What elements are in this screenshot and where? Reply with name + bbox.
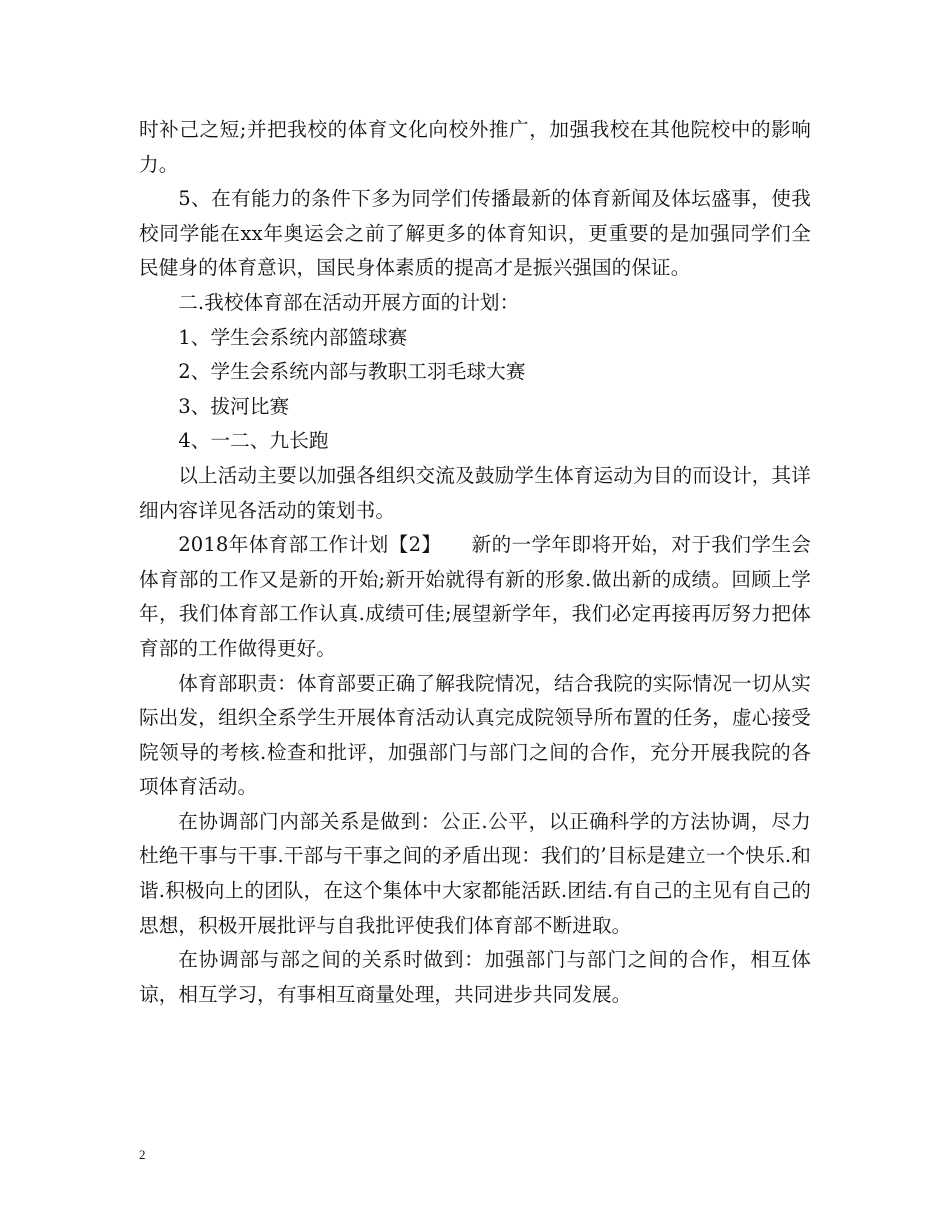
paragraph-responsibilities: 体育部职责：体育部要正确了解我院情况，结合我院的实际情况一切从实际出发，组织全系学生开展体育活动认真完成院领导所布置的任务，虚心接受院领导的考核.检查和批评，加强部门与部门之间的合作，充分开展我院的各项体育活动。 bbox=[139, 671, 811, 799]
section-heading-activity-plan: 二.我校体育部在活动开展方面的计划： bbox=[178, 290, 520, 314]
paragraph-item-5: 5、在有能力的条件下多为同学们传播最新的体育新闻及体坛盛事，使我校同学能在xx年奥运会之前了解更多的体育知识，更重要的是加强同学们全民健身的体育意识，国民身体素质的提高才是振兴强国的保证。 bbox=[139, 187, 811, 280]
document-body bbox=[139, 113, 811, 1012]
paragraph-plan-2: 2018年体育部工作计划【2】 新的一学年即将开始，对于我们学生会体育部的工作又是新的开始;新开始就得有新的形象.做出新的成绩。回顾上学年，我们体育部工作认真.成绩可佳;展望新学年，我们必定再接再厉努力把体育部的工作做得更好。 bbox=[139, 533, 811, 660]
list-item-basketball: 1、学生会系统内部篮球赛 bbox=[178, 325, 408, 349]
list-item-badminton: 2、学生会系统内部与教职工羽毛球大赛 bbox=[178, 360, 526, 384]
paragraph-continuation: 时补己之短;并把我校的体育文化向校外推广，加强我校在其他院校中的影响力。 bbox=[139, 118, 811, 176]
list-item-long-run: 4、一二、九长跑 bbox=[178, 429, 329, 453]
paragraph-internal-relations: 在协调部门内部关系是做到：公正.公平，以正确科学的方法协调，尽力杜绝干事与干事.干部与干事之间的矛盾出现：我们的’目标是建立一个快乐.和谐.积极向上的团队，在这个集体中大家都能活跃.团结.有自己的主见有自己的思想，积极开展批评与自我批评使我们体育部不断进取。 bbox=[139, 809, 811, 937]
list-item-tug-of-war: 3、拔河比赛 bbox=[178, 394, 290, 418]
paragraph-department-relations: 在协调部与部之间的关系时做到：加强部门与部门之间的合作，相互体谅，相互学习，有事相互商量处理，共同进步共同发展。 bbox=[139, 948, 811, 1006]
paragraph-summary: 以上活动主要以加强各组织交流及鼓励学生体育运动为目的而设计，其详细内容详见各活动的策划书。 bbox=[139, 463, 811, 522]
page-number: 2 bbox=[139, 1147, 146, 1162]
